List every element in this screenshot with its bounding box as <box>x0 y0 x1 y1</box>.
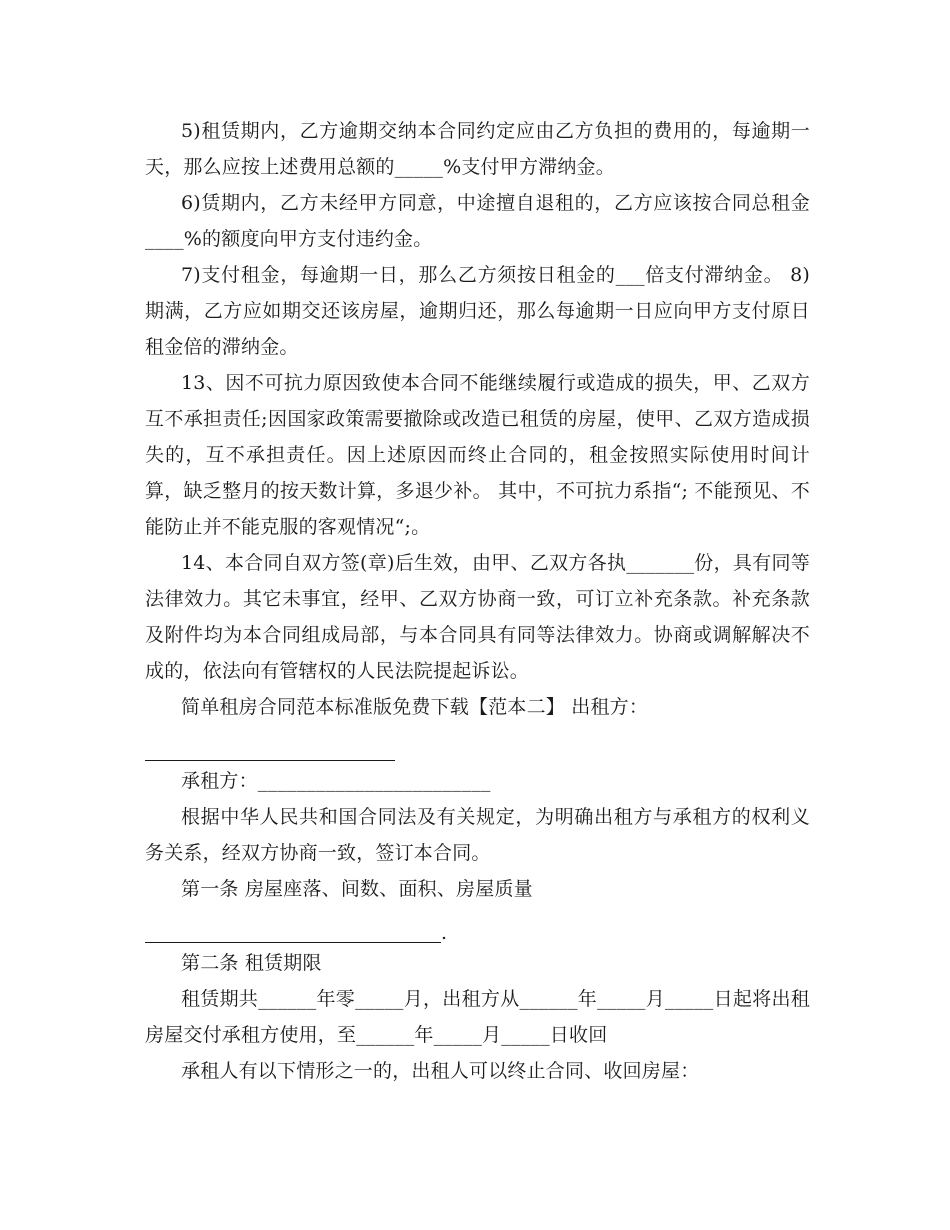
lessee-line: 承租方：________________________ <box>181 770 491 792</box>
lease-term-clause: 租赁期共______年零_____月，出租方从______年_____月_____日起将出租房屋交付承租方使用，至______年_____月_____日收回 <box>145 988 810 1046</box>
article-1-heading: 第一条 房屋座落、间数、面积、房屋质量 <box>181 878 533 900</box>
clause-6-early-termination: 6)赁期内，乙方未经甲方同意，中途擅自退租的，乙方应该按合同总租金____%的额度向甲方支付违约金。 <box>145 192 810 250</box>
line-end-mark: . <box>441 922 448 944</box>
termination-conditions-intro: 承租人有以下情形之一的，出租人可以终止合同、收回房屋： <box>181 1060 700 1082</box>
article-2-heading: 第二条 租赁期限 <box>181 952 322 974</box>
blank-underline <box>145 740 395 761</box>
clause-5-late-fees: 5)租赁期内，乙方逾期交纳本合同约定应由乙方负担的费用的，每逾期一天，那么应按上述费用总额的_____%支付甲方滞纳金。 <box>145 120 810 178</box>
template-two-heading: 简单租房合同范本标准版免费下载【范本二】 出租方： <box>181 696 649 718</box>
clause-7-8-overdue-rent: 7)支付租金，每逾期一日，那么乙方须按日租金的___倍支付滞纳金。 8)期满，乙方应如期交还该房屋，逾期归还，那么每逾期一日应向甲方支付原日租金倍的滞纳金。 <box>145 264 810 358</box>
document-body <box>145 113 810 1089</box>
preamble: 根据中华人民共和国合同法及有关规定，为明确出租方与承租方的权利义务关系，经双方协商一致，签订本合同。 <box>145 806 810 864</box>
article-1-blank-line <box>145 907 810 945</box>
clause-13-force-majeure: 13、因不可抗力原因致使本合同不能继续履行或造成的损失，甲、乙双方互不承担责任;因国家政策需要撤除或改造已租赁的房屋，使甲、乙双方造成损失的，互不承担责任。因上述原因而终止合同的，租金按照实际使用时间计算，缺乏整月的按天数计算，多退少补。 其中，不可抗力系指“; 不能预见、不能防止并不能克服的客观情况“;。 <box>145 372 810 538</box>
clause-14-effectiveness: 14、本合同自双方签(章)后生效，由甲、乙双方各执_______份，具有同等法律效力。其它未事宜，经甲、乙双方协商一致，可订立补充条款。补充条款及附件均为本合同组成局部，与本合同具有同等法律效力。协商或调解解决不成的，依法向有管辖权的人民法院提起诉讼。 <box>145 552 810 682</box>
blank-underline <box>145 922 441 943</box>
lessor-signature-line <box>145 725 810 763</box>
